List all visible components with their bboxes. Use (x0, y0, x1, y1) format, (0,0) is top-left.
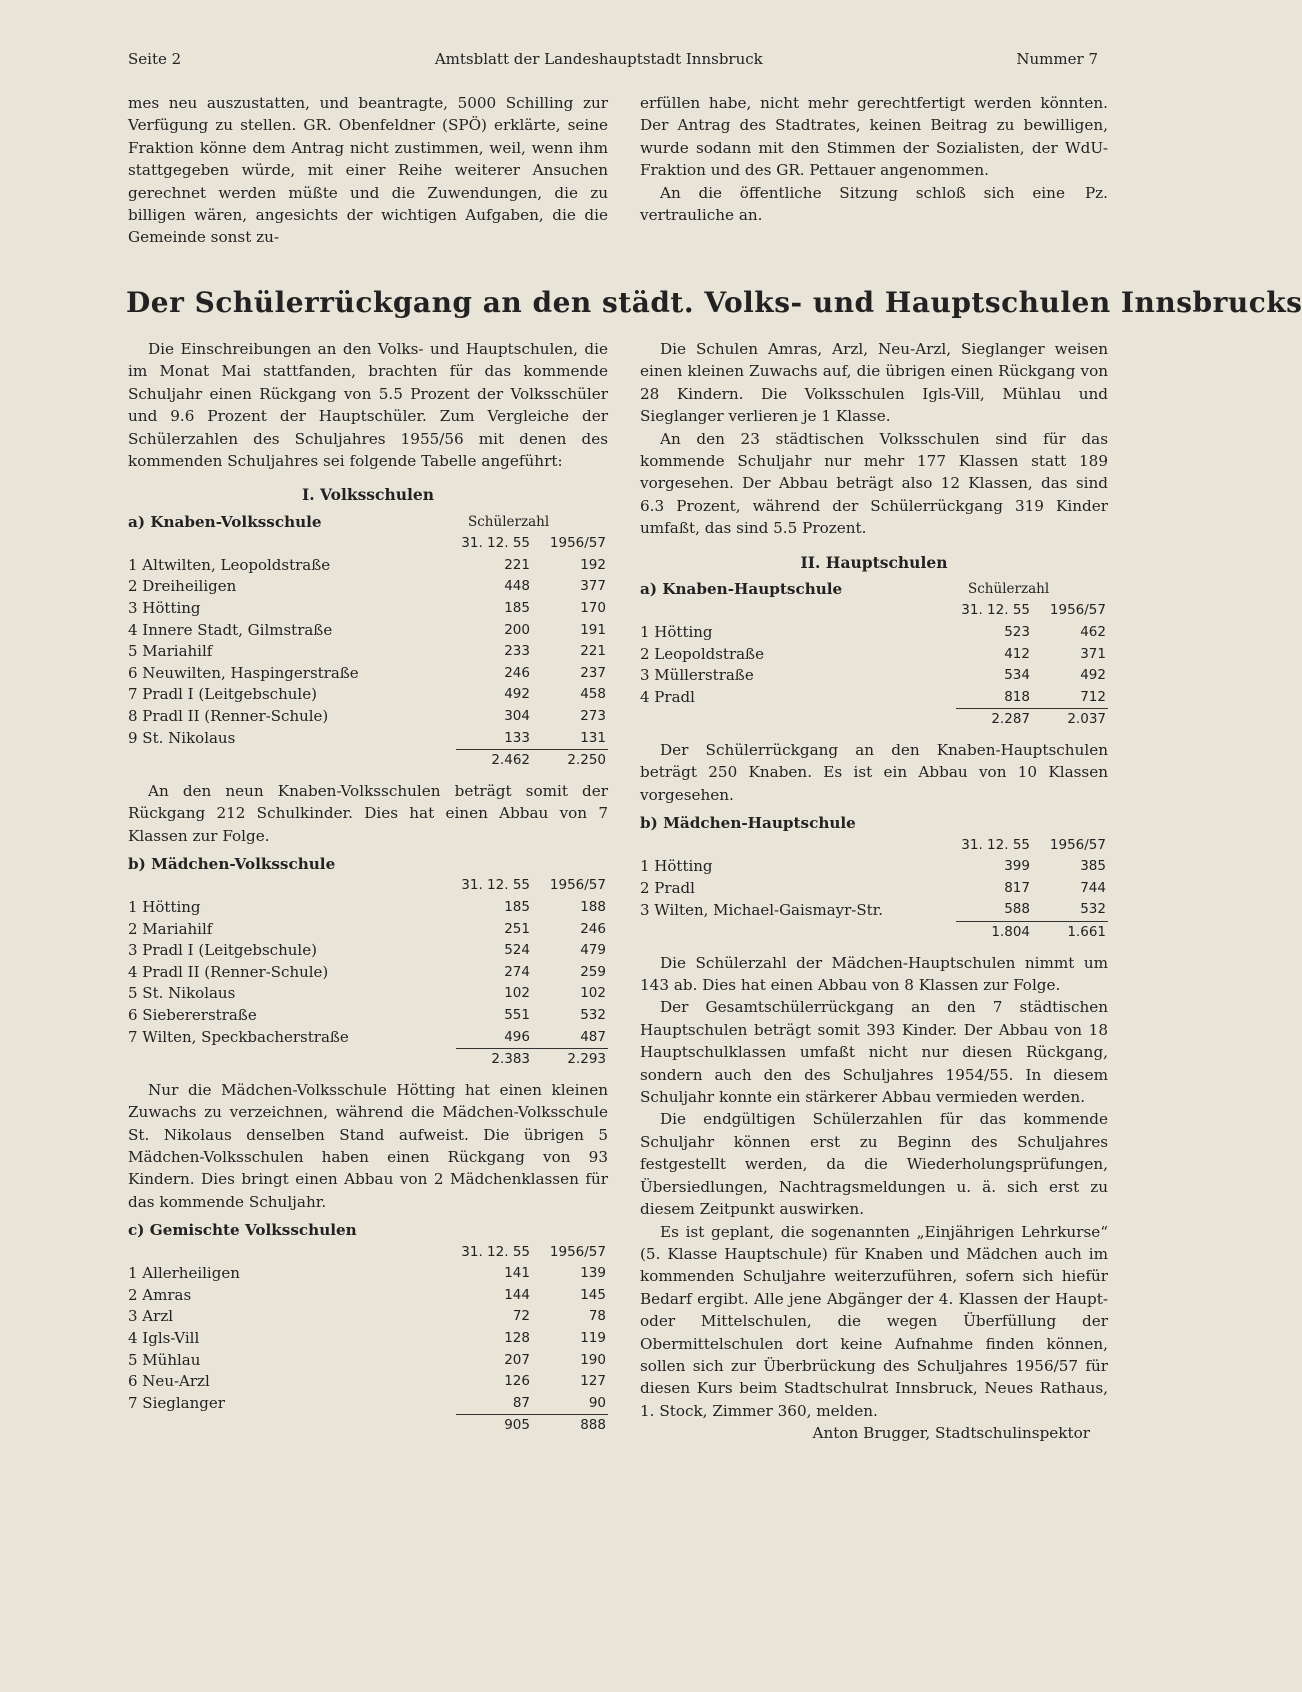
running-header (128, 50, 1098, 68)
table-row: 1 Hötting 399 385 (640, 857, 1106, 876)
table-row: 7 Pradl I (Leitgebschule) 492 458 (128, 685, 606, 704)
paragraph: mes neu auszustatten, und beantragte, 5000 Schilling zur Verfügung zu stellen. GR. Obenfeldner (SPÖ) erklärte, seine Fraktion könne dem Antrag nicht zustimmen, weil, wenn ihm stattgegeben würde, mit einer Reihe weiterer Ansuchen gerechnet werden müßte und die Zuwendungen, die zu billigen wären, angesichts der wichtigen Aufgaben, die die Gemeinde sonst zu- (128, 94, 608, 247)
table-row: 2 Mariahilf 251 246 (128, 919, 606, 938)
paragraph: Die Schülerzahl der Mädchen-Hauptschulen nimmt um 143 ab. Dies hat einen Abbau von 8 Klassen zur Folge. (640, 953, 1108, 995)
table-row: 3 Pradl I (Leitgebschule) 524 479 (128, 941, 606, 960)
table-title: b) Mädchen-Hauptschule (640, 814, 856, 833)
table-gemischte-volksschulen: 31. 12. 55 1956/57 1 Allerheiligen 141 139 2 Amras 144 145 3 Arzl 72 78 4 Igls-Vill 128 119 5 Mühlau 207 190 6 Neu-Arzl 126 127 7 Sieglanger 87 90 905 888 (128, 1242, 608, 1437)
author-initials: Pz. (1084, 183, 1108, 202)
table-row: 9 St. Nikolaus 133 131 (128, 728, 606, 747)
table-row: 4 Innere Stadt, Gilmstraße 200 191 (128, 620, 606, 639)
table-sum-row: 2.383 2.293 (128, 1049, 608, 1071)
publication-title: Amtsblatt der Landeshauptstadt Innsbruck (434, 50, 763, 68)
table-title: a) Knaben-Hauptschule Schülerzahl (640, 578, 1108, 600)
section-heading-volksschulen: I. Volksschulen (301, 485, 435, 505)
article-right-column (640, 338, 1108, 1445)
paragraph: Die Schulen Amras, Arzl, Neu-Arzl, Sieglanger weisen einen kleinen Zuwachs auf, die übrigen einen Rückgang von 28 Kindern. Die Volksschulen Igls-Vill, Mühlau und Sieglanger verlieren je 1 Klasse. (640, 340, 1108, 426)
table-row: 1 Allerheiligen 141 139 (128, 1264, 606, 1283)
table-row: 8 Pradl II (Renner-Schule) 304 273 (128, 707, 606, 725)
table-knaben-hauptschule: 31. 12. 55 1956/57 1 Hötting 523 462 2 Leopoldstraße 412 371 3 Müllerstraße 534 492 4 Pradl 818 712 2.287 2.037 (640, 600, 1108, 731)
paragraph: Der Gesamtschülerrückgang an den 7 städtischen Hauptschulen beträgt somit 393 Kinder. Der Abbau von 18 Hauptschulklassen umfaßt nicht nur diesen Rückgang, sondern auch den des Schuljahres 1954/55. In diesem Schuljahr konnte ein stärkerer Abbau vermieden werden. (640, 998, 1108, 1107)
intro-paragraph: Die Einschreibungen an den Volks- und Hauptschulen, die im Monat Mai stattfanden, brachten für das kommende Schuljahr einen Rückgang von 5.5 Prozent der Volksschüler und 9.6 Prozent der Hauptschüler. Zum Vergleiche der Schülerzahlen des Schuljahres 1955/56 mit denen des kommenden Schuljahres sei folgende Tabelle angeführt: (128, 340, 608, 471)
table-row: 6 Neu-Arzl 126 127 (128, 1372, 606, 1391)
previous-article-left (128, 92, 608, 249)
table-maedchen-hauptschule: 31. 12. 55 1956/57 1 Hötting 399 385 2 Pradl 817 744 3 Wilten, Michael-Gaismayr-Str. 588 532 1.804 1.661 (640, 835, 1108, 944)
table-title: c) Gemischte Volksschulen (128, 1221, 357, 1240)
paragraph: Es ist geplant, die sogenannten „Einjährigen Lehrkurse“ (5. Klasse Hauptschule) für Knaben und Mädchen auch im kommenden Schuljahre weiterzuführen, sofern sich hiefür Bedarf ergibt. Alle jene Abgänger der 4. Klassen der Haupt- oder Mittelschulen, die wegen Überfüllung der Obermittelschulen dort keine Aufnahme finden können, sollen sich zur Überbrückung des Schuljahres 1956/57 für diesen Kurs beim Stadtschulrat Innsbruck, Neues Rathaus, 1. Stock, Zimmer 360, melden. (640, 1222, 1108, 1420)
column-group-label: Schülerzahl (968, 581, 1050, 598)
table-maedchen-volksschule: 31. 12. 55 1956/57 1 Hötting 185 188 2 Mariahilf 251 246 3 Pradl I (Leitgebschule) 524 479 4 Pradl II (Renner-Schule) 274 259 5 St. Nikolaus 102 102 6 Siebererstraße 551 532 7 Wilten, Speckbacherstraße 496 487 2.383 2.293 (128, 875, 608, 1070)
paragraph-closing: An die öffentliche Sitzung schloß sich eine vertrauliche an. Pz. (640, 182, 1108, 227)
table-knaben-volksschule: 31. 12. 55 1956/57 1 Altwilten, Leopoldstraße 221 192 2 Dreiheiligen 448 377 3 Hötting 185 170 4 Innere Stadt, Gilmstraße 200 191 5 Mariahilf 233 221 6 Neuwilten, Haspingerstraße 246 237 7 Pradl I (Leitgebschule) 492 458 8 Pradl II (Renner-Schule) 304 273 9 St. Nikolaus 133 131 2.462 2.250 (128, 533, 608, 772)
issue-number: Nummer 7 (1016, 50, 1098, 68)
table-title: b) Mädchen-Volksschule (128, 855, 336, 873)
table-row: 7 Sieglanger 87 90 (128, 1394, 606, 1412)
table-row: 4 Pradl II (Renner-Schule) 274 259 (128, 962, 606, 981)
previous-article-right (640, 92, 1108, 226)
table-row: 1 Hötting 185 188 (128, 898, 606, 916)
table-row: 3 Müllerstraße 534 492 (640, 666, 1106, 685)
table-row: 5 St. Nikolaus 102 102 (128, 984, 606, 1003)
paragraph: erfüllen habe, nicht mehr gerechtfertigt werden könnten. Der Antrag des Stadtrates, keinen Beitrag zu bewilligen, wurde sodann mit den Stimmen der Sozialisten, der WdU-Fraktion und des GR. Pettauer angenommen. (640, 94, 1108, 180)
table-row: 7 Wilten, Speckbacherstraße 496 487 (128, 1027, 606, 1046)
table-row: 2 Leopoldstraße 412 371 (640, 644, 1106, 663)
column-group-label: Schülerzahl (468, 513, 550, 530)
table-row: 5 Mariahilf 233 221 (128, 642, 606, 661)
table-sum-row: 1.804 1.661 (640, 922, 1108, 944)
table-row: 2 Pradl 817 744 (640, 878, 1106, 897)
table-row: 3 Wilten, Michael-Gaismayr-Str. 588 532 (640, 900, 1106, 919)
article-headline: Der Schülerrückgang an den städt. Volks- und Hauptschulen Innsbrucks (126, 286, 1302, 319)
paragraph: Die endgültigen Schülerzahlen für das kommende Schuljahr können erst zu Beginn des Schuljahres festgestellt werden, da die Wiederholungsprüfungen, Übersiedlungen, Nachtragsmeldungen u. ä. sich erst zu diesem Zeitpunkt auswirken. (640, 1110, 1108, 1219)
article-left-column (128, 338, 608, 1437)
table-sum-row: 2.462 2.250 (128, 750, 608, 772)
table-row: 1 Altwilten, Leopoldstraße 221 192 (128, 555, 606, 574)
paragraph: Nur die Mädchen-Volksschule Hötting hat einen kleinen Zuwachs zu verzeichnen, während die Mädchen-Volksschule St. Nikolaus denselben Stand aufweist. Die übrigen 5 Mädchen-Volksschulen haben einen Rückgang von 93 Kindern. Dies bringt einen Abbau von 2 Mädchenklassen für das kommende Schuljahr. (128, 1080, 608, 1211)
table-title: a) Knaben-Volksschule Schülerzahl (128, 511, 608, 533)
paragraph: An den neun Knaben-Volksschulen beträgt somit der Rückgang 212 Schulkinder. Dies hat einen Abbau von 7 Klassen zur Folge. (128, 781, 608, 845)
author-signature: Anton Brugger, Stadtschulinspektor (812, 1424, 1090, 1443)
table-row: 6 Siebererstraße 551 532 (128, 1005, 606, 1024)
table-sum-row: 905 888 (128, 1415, 608, 1437)
section-heading-hauptschulen: II. Hauptschulen (800, 552, 948, 572)
table-row: 3 Arzl 72 78 (128, 1307, 606, 1326)
table-row: 5 Mühlau 207 190 (128, 1350, 606, 1369)
table-row: 1 Hötting 523 462 (640, 623, 1106, 642)
table-row: 6 Neuwilten, Haspingerstraße 246 237 (128, 663, 606, 682)
page-number: Seite 2 (128, 50, 182, 68)
paragraph: Der Schülerrückgang an den Knaben-Hauptschulen beträgt 250 Knaben. Es ist ein Abbau von 10 Klassen vorgesehen. (640, 741, 1108, 804)
table-row: 3 Hötting 185 170 (128, 599, 606, 618)
table-sum-row: 2.287 2.037 (640, 709, 1108, 731)
table-row: 4 Pradl 818 712 (640, 688, 1106, 707)
table-row: 2 Amras 144 145 (128, 1285, 606, 1304)
paragraph: An den 23 städtischen Volksschulen sind für das kommende Schuljahr nur mehr 177 Klassen statt 189 vorgesehen. Der Abbau beträgt also 12 Klassen, das sind 6.3 Prozent, während der Schülerrückgang 319 Kinder umfaßt, das sind 5.5 Prozent. (640, 429, 1108, 538)
table-row: 4 Igls-Vill 128 119 (128, 1328, 606, 1347)
table-row: 2 Dreiheiligen 448 377 (128, 577, 606, 596)
